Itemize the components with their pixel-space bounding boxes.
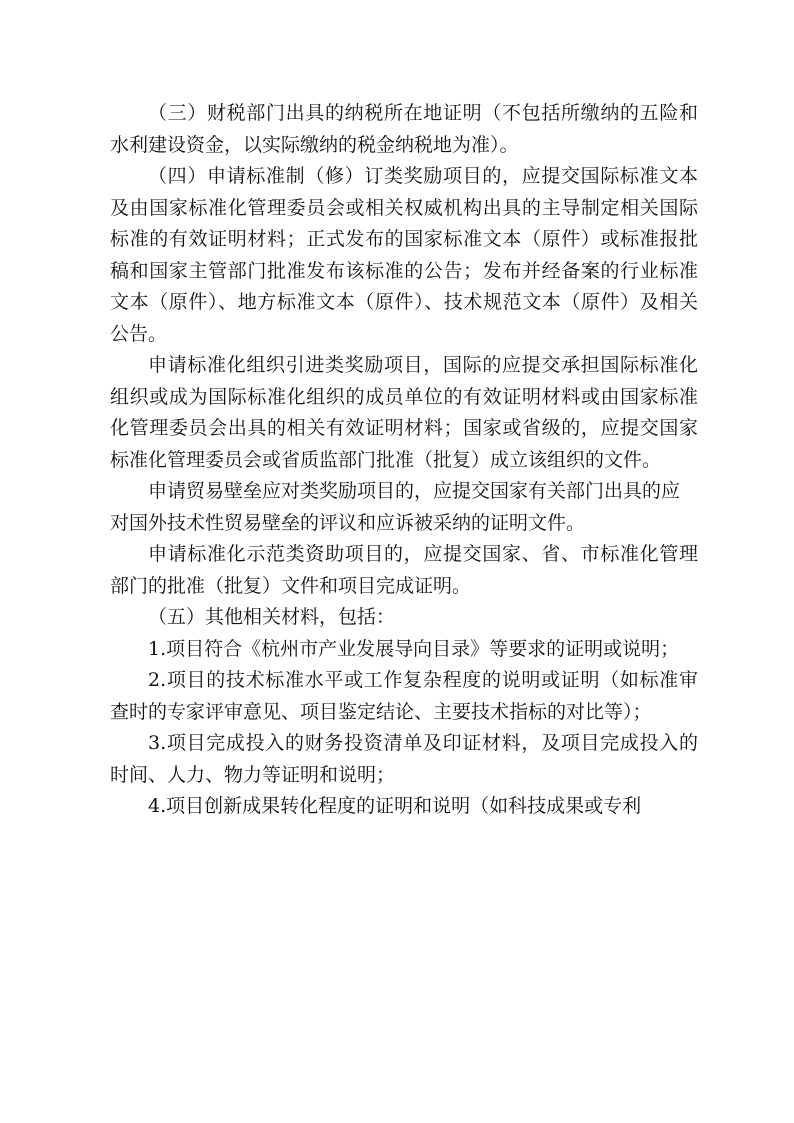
list-item-4: 4.项目创新成果转化程度的证明和说明（如科技成果或专利 [148, 795, 642, 817]
document-page [110, 98, 698, 823]
paragraph-other-materials: （五）其他相关材料，包括： [148, 606, 396, 628]
list-item-1: 1.项目符合《杭州市产业发展导向目录》等要求的证明或说明； [148, 637, 680, 660]
paragraph-trade-barrier: 申请贸易壁垒应对类奖励项目的，应提交国家有关部门出具的应对国外技术性贸易壁垒的评议和应诉被采纳的证明文件。 [110, 480, 681, 534]
paragraph-standard-revision: （四）申请标准制（修）订类奖励项目的，应提交国际标准文本及由国家标准化管理委员会或相关权威机构出具的主导制定相关国际标准的有效证明材料；正式发布的国家标准文本（原件）或标准报批稿和国家主管部门批准发布该标准的公告；发布并经备案的行业标准文本（原件）、地方标准文本（原件）、技术规范文本（原件）及相关公告。 [110, 165, 698, 345]
paragraph-tax-certificate: （三）财税部门出具的纳税所在地证明（不包括所缴纳的五险和水利建设资金，以实际缴纳的税金纳税地为准）。 [110, 102, 698, 156]
list-item-3: 3.项目完成投入的财务投资清单及印证材料，及项目完成投入的时间、人力、物力等证明和说明； [110, 732, 698, 786]
paragraph-standard-organization: 申请标准化组织引进类奖励项目，国际的应提交承担国际标准化组织或成为国际标准化组织的成员单位的有效证明材料或由国家标准化管理委员会出具的相关有效证明材料；国家或省级的，应提交国家标准化管理委员会或省质监部门批准（批复）成立该组织的文件。 [110, 354, 698, 471]
paragraph-demonstration: 申请标准化示范类资助项目的，应提交国家、省、市标准化管理部门的批准（批复）文件和项目完成证明。 [110, 543, 698, 597]
list-item-2: 2.项目的技术标准水平或工作复杂程度的说明或证明（如标准审查时的专家评审意见、项目鉴定结论、主要技术指标的对比等）； [110, 669, 698, 723]
